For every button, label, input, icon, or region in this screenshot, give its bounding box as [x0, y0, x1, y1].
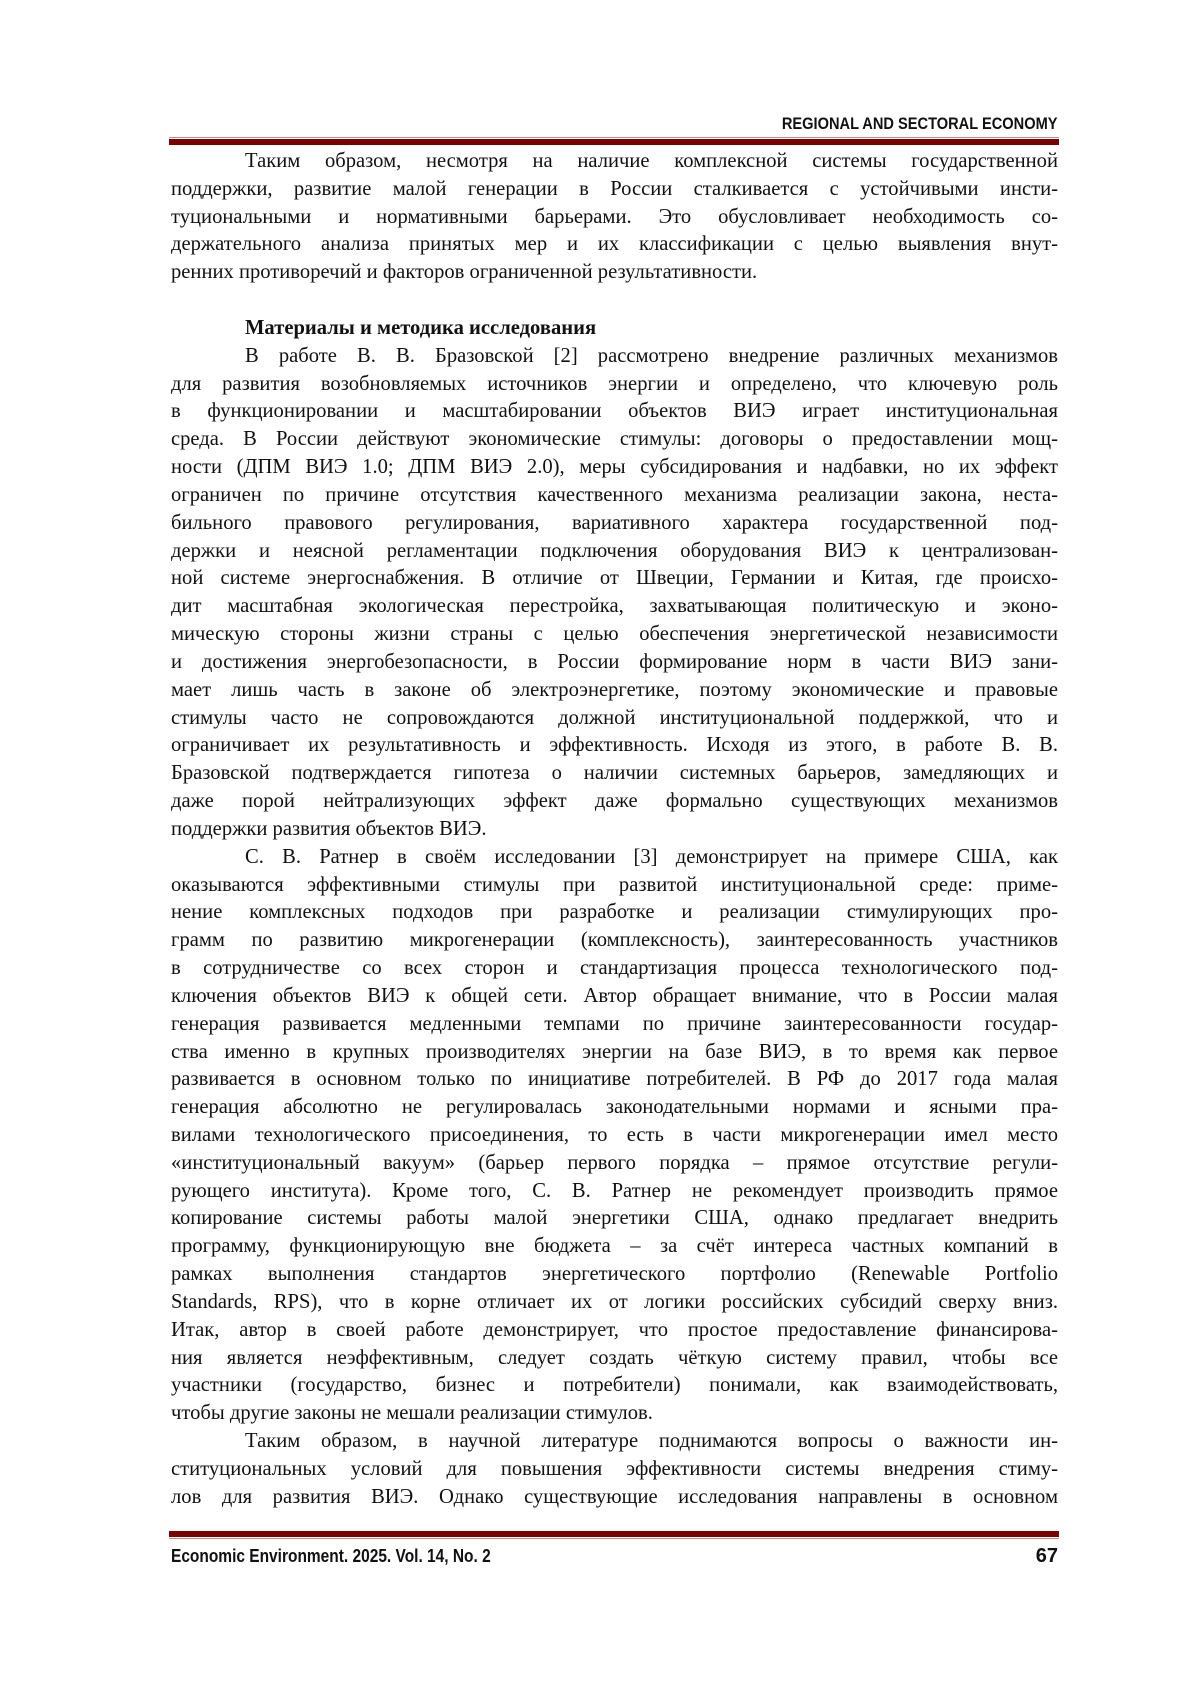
- text-line: С. В. Ратнер в своём исследовании [3] демонстрирует на примере США, как: [171, 844, 1058, 872]
- text-line: ституциональных условий для повышения эффективности системы внедрения стиму-: [171, 1456, 1058, 1484]
- text-line: ренних противоречий и факторов ограниченной результативности.: [171, 259, 1058, 287]
- text-line: Таким образом, несмотря на наличие комплексной системы государственной: [171, 148, 1058, 176]
- text-line: в сотрудничестве со всех сторон и стандартизация процесса технологического под-: [171, 955, 1058, 983]
- text-line: держки и неясной регламентации подключения оборудования ВИЭ к централизован-: [171, 538, 1058, 566]
- text-line: Бразовской подтверждается гипотеза о наличии системных барьеров, замедляющих и: [171, 760, 1058, 788]
- text-line: В работе В. В. Бразовской [2] рассмотрено внедрение различных механизмов: [171, 343, 1058, 371]
- text-line: «институциональный вакуум» (барьер первого порядка – прямое отсутствие регули-: [171, 1150, 1058, 1178]
- text-line: оказываются эффективными стимулы при развитой институциональной среде: приме-: [171, 872, 1058, 900]
- text-line: рующего института). Кроме того, С. В. Ратнер не рекомендует производить прямое: [171, 1178, 1058, 1206]
- header-rule: [169, 137, 1059, 145]
- text-line: ной системе энергоснабжения. В отличие от Швеции, Германии и Китая, где происхо-: [171, 565, 1058, 593]
- text-line: среда. В России действуют экономические стимулы: договоры о предоставлении мощ-: [171, 426, 1058, 454]
- text-line: туциональными и нормативными барьерами. Это обусловливает необходимость со-: [171, 204, 1058, 232]
- text-line: ства именно в крупных производителях энергии на базе ВИЭ, в то время как первое: [171, 1039, 1058, 1067]
- text-line: вилами технологического присоединения, то есть в части микрогенерации имел место: [171, 1122, 1058, 1150]
- text-line: бильного правового регулирования, вариативного характера государственной под-: [171, 510, 1058, 538]
- footer-rule: [169, 1531, 1059, 1539]
- section-heading: Материалы и методика исследования: [171, 315, 1058, 343]
- text-line: нение комплексных подходов при разработке и реализации стимулирующих про-: [171, 899, 1058, 927]
- text-line: программу, функционирующую вне бюджета – за счёт интереса частных компаний в: [171, 1233, 1058, 1261]
- text-line: ния является неэффективным, следует создать чёткую систему правил, чтобы все: [171, 1345, 1058, 1373]
- paragraph: [171, 148, 1058, 287]
- text-line: Standards, RPS), что в корне отличает их от логики российских субсидий сверху вниз.: [171, 1289, 1058, 1317]
- paragraph: [171, 844, 1058, 1428]
- text-line: дит масштабная экологическая перестройка, захватывающая политическую и эконо-: [171, 593, 1058, 621]
- text-line: даже порой нейтрализующих эффект даже формально существующих механизмов: [171, 788, 1058, 816]
- text-line: поддержки, развитие малой генерации в России сталкивается с устойчивыми инсти-: [171, 176, 1058, 204]
- text-line: ограничивает их результативность и эффективность. Исходя из этого, в работе В. В.: [171, 732, 1058, 760]
- text-line: для развития возобновляемых источников энергии и определено, что ключевую роль: [171, 371, 1058, 399]
- text-line: развивается в основном только по инициативе потребителей. В РФ до 2017 года малая: [171, 1066, 1058, 1094]
- text-line: ности (ДПМ ВИЭ 1.0; ДПМ ВИЭ 2.0), меры субсидирования и надбавки, но их эффект: [171, 454, 1058, 482]
- text-line: и достижения энергобезопасности, в России формирование норм в части ВИЭ зани-: [171, 649, 1058, 677]
- text-line: грамм по развитию микрогенерации (комплексность), заинтересованность участников: [171, 927, 1058, 955]
- text-line: мает лишь часть в законе об электроэнергетике, поэтому экономические и правовые: [171, 677, 1058, 705]
- journal-citation: Economic Environment. 2025. Vol. 14, No. 2: [171, 1546, 491, 1567]
- page-number: 67: [1036, 1545, 1058, 1568]
- text-line: мическую стороны жизни страны с целью обеспечения энергетической независимости: [171, 621, 1058, 649]
- text-line: держательного анализа принятых мер и их классификации с целью выявления внут-: [171, 231, 1058, 259]
- text-line: ограничен по причине отсутствия качественного механизма реализации закона, неста-: [171, 482, 1058, 510]
- article-body: [171, 148, 1058, 1512]
- text-line: генерация абсолютно не регулировалась законодательными нормами и ясными пра-: [171, 1094, 1058, 1122]
- text-line: стимулы часто не сопровождаются должной институциональной поддержкой, что и: [171, 705, 1058, 733]
- paragraph: [171, 1428, 1058, 1511]
- text-line: в функционировании и масштабировании объектов ВИЭ играет институциональная: [171, 398, 1058, 426]
- text-line: генерация развивается медленными темпами по причине заинтересованности государ-: [171, 1011, 1058, 1039]
- running-head: REGIONAL AND SECTORAL ECONOMY: [782, 114, 1058, 134]
- text-line: Таким образом, в научной литературе поднимаются вопросы о важности ин-: [171, 1428, 1058, 1456]
- text-line: чтобы другие законы не мешали реализации стимулов.: [171, 1400, 1058, 1428]
- text-line: лов для развития ВИЭ. Однако существующие исследования направлены в основном: [171, 1484, 1058, 1512]
- text-line: участники (государство, бизнес и потребители) понимали, как взаимодействовать,: [171, 1372, 1058, 1400]
- text-line: поддержки развития объектов ВИЭ.: [171, 816, 1058, 844]
- paragraph: [171, 343, 1058, 844]
- text-line: Итак, автор в своей работе демонстрирует, что простое предоставление финансирова-: [171, 1317, 1058, 1345]
- text-line: копирование системы работы малой энергетики США, однако предлагает внедрить: [171, 1205, 1058, 1233]
- text-line: рамках выполнения стандартов энергетического портфолио (Renewable Portfolio: [171, 1261, 1058, 1289]
- text-line: ключения объектов ВИЭ к общей сети. Автор обращает внимание, что в России малая: [171, 983, 1058, 1011]
